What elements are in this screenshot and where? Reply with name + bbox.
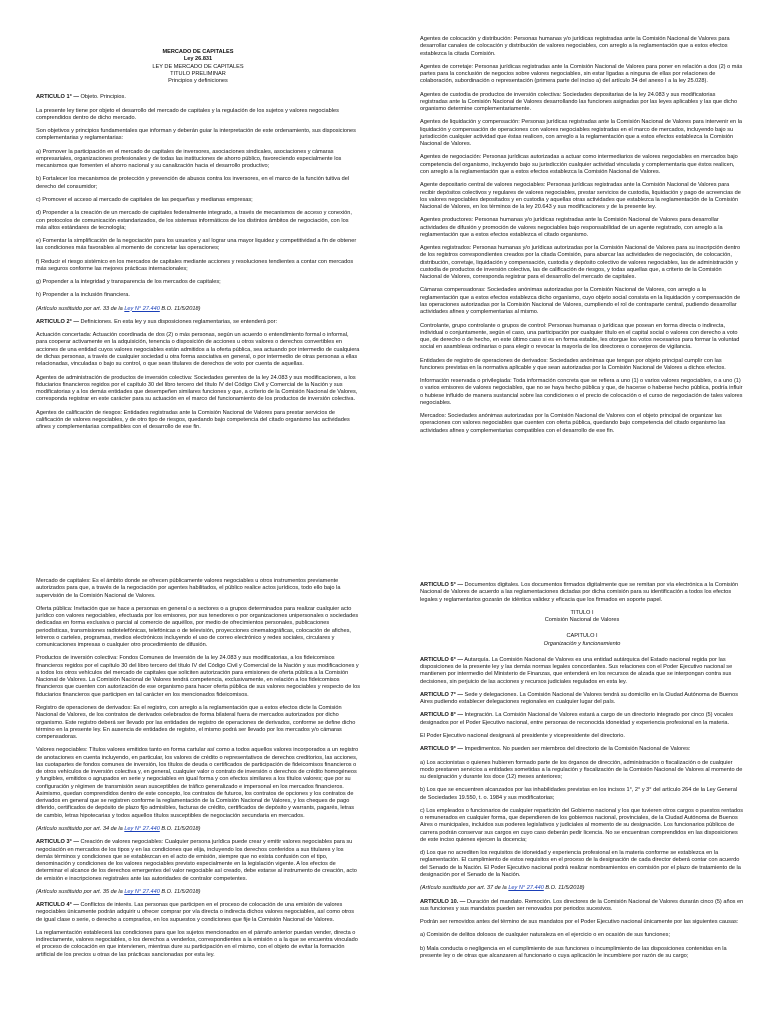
note-text: (Artículo sustituido por art. 37 de la [420, 885, 509, 892]
note-text: (Artículo sustituido por art. 35 de la [36, 888, 125, 895]
article-1-title: Objeto. Principios. [78, 94, 126, 101]
article-4 [36, 902, 360, 924]
amendment-note [36, 306, 360, 313]
clause-h: h) Propender a la inclusión financiera. [36, 292, 130, 299]
title-number: TITULO I [570, 609, 594, 616]
article-9 [420, 746, 744, 753]
clause-c: c) Los empleados o funcionarios de cualquier repartición del Gobierno nacional y los que tuvieren otros cargos o puestos rentados o remunerados en cualquier forma, que dependieren de los gobiernos nacional, provinciales, de la Ciudad Autónoma de Buenos Aires o municipales, incluidos sus poderes legislativos y judiciales al momento de su designación. Los funcionarios públicos de carrera podrán conservar sus cargos en cuyo caso deberán pedir licencia. No se encuentran comprendidos en las disposiciones de este inciso quienes ejercen la docencia; [420, 807, 744, 843]
clause-a: a) Promover la participación en el mercado de capitales de inversores, asociaciones sindicales, asociaciones y cámaras empresariales, organizaciones profesionales y de todas las instituciones de ahorro público, favoreciendo especialmente los mecanismos que fomenten el ahorro nacional y su canalización hacia el desarrollo productivo; [36, 148, 342, 170]
amendment-note [420, 885, 744, 892]
document-page-4 [384, 512, 768, 1024]
article-1-heading [36, 94, 360, 101]
title-preliminar: TITULO PRELIMINAR [170, 70, 226, 77]
note-text: (Artículo sustituido por art. 33 de la [36, 305, 125, 312]
note-text: B.O. 11/5/2018) [159, 305, 201, 312]
article-7 [420, 692, 744, 707]
amendment-note [36, 826, 360, 833]
definition: Agentes registrados: Personas humanas y/o jurídicas autorizadas por la Comisión Nacional de Valores para su inscripción dentro de los registros correspondientes creados por la citada Comisión, para abarcar las actividades de negociación, de colocación, distribución, corretaje, liquidación y compensación, custodia y depósito colectivo de valores negociables, las de administración y custodia de productos de inversión colectiva, las de calificación de riesgos, y todas aquellas que, a criterio de la Comisión Nacional de Valores, corresponda registrar para el desarrollo del mercado de capitales. [420, 245, 741, 281]
definition: Registro de operaciones de derivados: Es el registro, con arreglo a la reglamentación que a estos efectos dicte la Comisión Nacional de Valores, de los contratos de derivados celebrados de forma bilateral fuera de mercados autorizados por dicho organismo. Este registro deberá ser llevado por las entidades de registro de operaciones de derivados, conforme se define dicho término en la presente ley. En ausencia de entidades de registro, el mismo podrá ser llevado por los mercados y/o cámaras compensadoras. [36, 704, 356, 741]
law-link[interactable]: Ley N° 27.440 [124, 825, 160, 832]
principles-heading: Principios y definiciones [168, 78, 228, 85]
law-link[interactable]: Ley N° 27.440 [508, 885, 544, 892]
definition: Información reservada o privilegiada: Toda información concreta que se refiera a uno (1) o varios valores negociables, o a uno (1) o varios emisores de valores negociables, que no se haya hecho pública y que, de hacerse o haberse hecho pública, podría influir o hubiese influido de manera sustancial sobre las condiciones o el precio de colocación o el curso de negociación de tales valores negociables. [420, 378, 743, 406]
definition: Mercados: Sociedades anónimas autorizadas por la Comisión Nacional de Valores con el objeto principal de organizar las operaciones con valores negociables que cuenten con oferta pública, quedando bajo competencia del citado organismo las actividades afines y complementarias compatibles con el desarrollo de ese fin. [420, 413, 726, 434]
clause-a: a) Comisión de delitos dolosos de cualquier naturaleza en el ejercicio o en ocasión de sus funciones; [420, 932, 671, 939]
article-7-text: Sede y delegaciones. La Comisión Nacional de Valores tendrá su domicilio en la Ciudad Autónoma de Buenos Aires pudiendo establecer delegaciones regionales en cualquier lugar del país. [420, 691, 739, 706]
article-5-label: ARTICULO 5° — [420, 582, 463, 588]
clause-c: c) Promover el acceso al mercado de capitales de las pequeñas y medianas empresas; [36, 196, 253, 203]
article-10-label: ARTICULO 10. — [420, 898, 466, 905]
document-page-1 [0, 0, 384, 512]
definition: Valores negociables: Títulos valores emitidos tanto en forma cartular así como a todos aquellos valores incorporados a un registro de anotaciones en cuenta incluyendo, en particular, los valores de crédito o representativos de derechos creditorios, las acciones, las cuotapartes de fondos comunes de inversión, los títulos de deuda o certificados de participación de fideicomisos financieros o de otros vehículos de inversión colectiva y, en general, cualquier valor o contrato de inversión o derechos de crédito homogéneos y fungibles, emitidos o agrupados en serie y negociables en igual forma y con efectos similares a los títulos valores; que por su configuración y régimen de transmisión sean susceptibles de tráfico generalizado e impersonal en los mercados financieros. Asimismo, quedan comprendidos dentro de este concepto, los contratos de futuros, los contratos de opciones y los contratos de derivados en general que se registren conforme la reglamentación de la Comisión Nacional de Valores, y los cheques de pago diferido, certificados de depósito de plazo fijo admisibles, facturas de crédito, certificados de depósito y warrants, pagarés, letras de cambio, letras hipotecarias y todos aquellos títulos susceptibles de negociación secundaria en mercados. [36, 747, 359, 819]
paragraph: Podrán ser removidos antes del término de sus mandatos por el Poder Ejecutivo nacional únicamente por las siguientes causas: [420, 919, 739, 926]
page-4-body [420, 582, 744, 966]
clause-g: g) Propender a la integridad y transparencia de los mercados de capitales; [36, 279, 221, 286]
paragraph: Son objetivos y principios fundamentales que informan y deberán guiar la interpretación de este ordenamiento, sus disposiciones complementarias y reglamentarias: [36, 128, 356, 142]
title-1-heading [420, 610, 744, 625]
law-link[interactable]: Ley N° 27.440 [124, 305, 160, 312]
paragraph: La presente ley tiene por objeto el desarrollo del mercado de capitales y la regulación de los sujetos y valores negociables comprendidos dentro de dicho mercado. [36, 107, 339, 121]
article-4-text: Conflictos de interés. Las personas que participen en el proceso de colocación de una emisión de valores negociables únicamente podrán adquirir u ofrecer comprar por vía directa o indirecta dichos valores negociables, así como otros de igual clase o serie, o derecho a comprarlos, en los supuestos y condiciones que fije la Comisión Nacional de Valores. [36, 902, 355, 923]
definition: Oferta pública: Invitación que se hace a personas en general o a sectores o a grupos determinados para realizar cualquier acto jurídico con valores negociables, efectuada por los emisores, por sus tenedores o por organizaciones unipersonales o sociedades dedicadas en forma exclusiva o parcial al comercio de aquéllos, por medio de ofrecimientos personales, publicaciones periodísticas, transmisiones radiotelefónicas, telefónicas o de televisión, proyecciones cinematográficas, colocación de afiches, letreros o carteles, programas, medios electrónicos incluyendo el uso de correo electrónico y redes sociales, circulares y comunicaciones impresas o cualquier otro procedimiento de difusión. [36, 605, 359, 649]
clause-b: b) Mala conducta o negligencia en el cumplimiento de sus funciones o incumplimiento de las disposiciones contenidas en la presente ley o de otras que alcanzaren al funcionario o cuya aplicación le incumbiere por razón de su cargo; [420, 945, 727, 959]
clause-b: b) Fortalecer los mecanismos de protección y prevención de abusos contra los inversores, en el marco de la función tuitiva del derecho del consumidor; [36, 176, 350, 190]
document-page-3 [0, 512, 384, 1024]
paragraph: La reglamentación establecerá las condiciones para que los sujetos mencionados en el párrafo anterior puedan vender, directa o indirectamente, valores negociables, o los derechos a venderlos, correspondientes a la emisión o a la que se encuentra vinculado el proceso de colocación en que intervienen, mientras dure su participación en el mismo, con el objeto de evitar la formación artificial de los precios u otras de las prácticas sancionadas por esta ley. [36, 929, 358, 958]
article-6 [420, 657, 744, 686]
article-2-label: ARTICULO 2° — [36, 318, 79, 325]
article-9-label: ARTICULO 9° — [420, 746, 463, 753]
definition: Mercado de capitales: Es el ámbito donde se ofrecen públicamente valores negociables u otros instrumentos previamente autorizados para que, a través de la negociación por agentes habilitados, el público realice actos jurídicos, todo ello bajo la supervisión de la Comisión Nacional de Valores. [36, 578, 341, 599]
definition: Agentes productores: Personas humanas y/o jurídicas registradas ante la Comisión Nacional de Valores para desarrollar actividades de difusión y promoción de valores negociables bajo responsabilidad de un agente registrado, con arreglo a la reglamentación que a estos efectos establezca el citado organismo. [420, 217, 723, 238]
article-5-text: Documentos digitales. Los documentos firmados digitalmente que se remitan por vía electrónica a la Comisión Nacional de Valores de acuerdo a las reglamentaciones dictadas por dicha comisión para su identificación a todos los efectos legales y reglamentarios gozarán de idéntica validez y eficacia que los firmados en soporte papel. [420, 582, 739, 603]
clause-f: f) Reducir el riesgo sistémico en los mercados de capitales mediante acciones y resoluciones tendientes a contar con mercados más seguros conforme las mejores prácticas internacionales; [36, 258, 354, 272]
law-link[interactable]: Ley N° 27.440 [124, 888, 160, 895]
article-6-text: Autarquía. La Comisión Nacional de Valores es una entidad autárquica del Estado nacional regida por las disposiciones de la presente ley y las demás normas legales concordantes. Sus relaciones con el Poder Ejecutivo nacional se mantienen por intermedio del Ministerio de Finanzas, que entenderá en los recursos de alzada que se interpongan contra sus decisiones, sin perjuicio de las acciones y recursos judiciales regulados en esta ley. [420, 656, 733, 685]
definition: Agentes de colocación y distribución: Personas humanas y/o jurídicas registradas ante la Comisión Nacional de Valores para desarrollar canales de colocación y distribución de valores negociables, con arreglo a la reglamentación que a estos efectos establezca la citada Comisión. [420, 36, 730, 57]
document-page-2 [384, 0, 768, 512]
article-2-heading [36, 319, 360, 326]
definition: Cámaras compensadoras: Sociedades anónimas autorizadas por la Comisión Nacional de Valores, con arreglo a la reglamentación que a estos efectos establezca dicho organismo, cuyo objeto social consista en la liquidación y compensación de las operaciones autorizadas por la Comisión Nacional de Valores, cumpliendo el rol de contraparte central, pudiendo desarrollar actividades afines y complementarias al mismo. [420, 287, 741, 316]
article-6-label: ARTICULO 6° — [420, 656, 463, 663]
article-10-text: Duración del mandato. Remoción. Los directores de la Comisión Nacional de Valores durarán cinco (5) años en sus funciones y sus mandatos pueden ser renovados por periodos sucesivos. [420, 898, 744, 912]
page-2-body [420, 36, 744, 441]
page-1-body [36, 49, 360, 437]
clause-b: b) Los que se encuentren alcanzados por las inhabilidades previstas en los incisos 1°, 2° y 3° del artículo 264 de la Ley General de Sociedades 19.550, t. o. 1984 y sus modificatorias; [420, 787, 738, 801]
article-5 [420, 582, 744, 604]
page-3-body [36, 578, 360, 965]
chapter-1-heading [420, 633, 744, 648]
article-1-label: ARTICULO 1° — [36, 94, 79, 101]
clause-e: e) Fomentar la simplificación de la negociación para los usuarios y así lograr una mayor liquidez y competitividad a fin de obtener las condiciones más favorables al momento de concretar las operaciones; [36, 238, 357, 252]
chapter-name: Organización y funcionamiento [543, 640, 621, 647]
law-name: LEY DE MERCADO DE CAPITALES [152, 63, 244, 70]
chapter-number: CAPITULO I [566, 633, 598, 640]
article-4-label: ARTICULO 4° — [36, 902, 79, 909]
note-text: B.O. 11/5/2018) [159, 888, 201, 895]
definition: Controlante, grupo controlante o grupos de control: Personas humanas o jurídicas que posean en forma directa o indirecta, individual o conjuntamente, según el caso, una participación por cualquier título en el capital social o valores con derecho a voto que, de derecho o de hecho, en este último caso si es en forma estable, les otorgue los votos necesarios para formar la voluntad social en asambleas ordinarias o para elegir o revocar la mayoría de los directores o consejeros de vigilancia. [420, 322, 740, 351]
clause-d: d) Los que no acrediten los requisitos de idoneidad y experiencia profesional en la materia conforme se establezca en la reglamentación. El cumplimiento de estos requisitos en el proceso de la designación de cada director deberá contar con acuerdo del Senado de la Nación. El Poder Ejecutivo nacional podrá realizar nombramientos en comisión por el plazo de tratamiento de la designación por el Senado de la Nación. [420, 850, 741, 878]
note-text: B.O. 11/5/2018) [543, 885, 585, 892]
article-9-text: Impedimentos. No pueden ser miembros del directorio de la Comisión Nacional de Valores: [462, 746, 691, 753]
paragraph: El Poder Ejecutivo nacional designará al presidente y vicepresidente del directorio. [420, 732, 625, 739]
definition: Actuación concertada: Actuación coordinada de dos (2) o más personas, según un acuerdo o entendimiento formal o informal, para cooperar activamente en la adquisición, tenencia o disposición de acciones u otros valores o derechos convertibles en acciones de una entidad cuyos valores negociables están admitidos a la oferta pública, sea actuando por intermedio de cualquiera de dichas personas, a través de cualquier sociedad u otra forma asociativa en general, o por intermedio de otras personas a ellas relacionadas, vinculadas o bajo su control, o que sean titulares de derechos de voto por cuenta de aquellas. [36, 332, 360, 368]
article-3-text: Creación de valores negociables: Cualquier persona jurídica puede crear y emitir valores negociables para su negociación en mercados de los tipos y en las condiciones que elija, incluyendo los derechos conferidos a sus titulares y los demás términos y condiciones que se establezcan en el acto de emisión, siempre que no exista confusión con el tipo, denominación y condiciones de los valores negociables previsto especialmente en la legislación vigente. A los efectos de determinar el alcance de los derechos emergentes del valor negociable así creado, debe estarse al instrumento de creación, acto de emisión e inscripciones registrales ante las autoridades de contralor competentes. [36, 839, 357, 882]
definition: Agentes de negociación: Personas jurídicas autorizadas a actuar como intermediarios de valores negociables en mercados bajo competencia del organismo, incluyendo bajo su jurisdicción cualquier actividad vinculada y complementaria que éstos realicen, con arreglo a la reglamentación que a estos efectos establezca la Comisión Nacional de Valores. [420, 154, 738, 175]
definition: Agentes de corretaje: Personas jurídicas registradas ante la Comisión Nacional de Valores para poner en relación a dos (2) o más partes para la conclusión de negocios sobre valores negociables, sin estar ligadas a ninguna de ellas por relaciones de colaboración, subordinación o representación (primera parte del inciso a) del artículo 34 del anexo I a la ley 25.028). [420, 63, 743, 85]
article-3-label: ARTICULO 3° — [36, 839, 79, 846]
clause-d: d) Propender a la creación de un mercado de capitales federalmente integrado, a través de mecanismos de acceso y conexión, con protocolos de comunicación estandarizados, de los sistemas informáticos de los distintos ámbitos de negociación, con los más altos estándares de tecnología; [36, 210, 352, 231]
note-text: B.O. 11/5/2018) [159, 825, 201, 832]
article-8 [420, 712, 744, 727]
definition: Agentes de calificación de riesgos: Entidades registradas ante la Comisión Nacional de Valores para prestar servicios de calificación de valores negociables, y de otro tipo de riesgos, quedando bajo competencia del citado organismo las actividades afines y complementarias compatibles con el desarrollo de ese fin. [36, 409, 350, 431]
definition: Agentes de administración de productos de inversión colectiva: Sociedades gerentes de la ley 24.083 y sus modificaciones, a los fiduciarios financieros regidos por el capítulo 30 del libro tercero del título IV del Código Civil y Comercial de la Nación y sus modificatorias y a los demás entidades que desempeñen similares funciones y que, a criterio de la Comisión Nacional de Valores, corresponda registrar en este carácter para su actuación en el marco del funcionamiento de los productos de inversión colectiva. [36, 374, 358, 403]
law-number: Ley 26.831 [183, 56, 213, 63]
article-8-text: Integración. La Comisión Nacional de Valores estará a cargo de un directorio integrado por cinco (5) vocales designados por el Poder Ejecutivo nacional, entre personas de reconocida idoneidad y experiencia profesional en la materia. [420, 712, 734, 726]
definition: Entidades de registro de operaciones de derivados: Sociedades anónimas que tengan por objeto principal cumplir con las funciones previstas en la normativa aplicable y que sean autorizadas por la Comisión Nacional de Valores a dichos efectos. [420, 357, 726, 371]
article-10 [420, 899, 744, 914]
note-text: (Artículo sustituido por art. 34 de la [36, 825, 125, 832]
definition: Agentes de custodia de productos de inversión colectiva: Sociedades depositarias de la ley 24.083 y sus modificatorias registradas ante la Comisión Nacional de Valores desarrollando las funciones asignadas por las leyes aplicables y las que dicho organismo determine complementariamente. [420, 91, 738, 113]
amendment-note [36, 889, 360, 896]
definition: Agente depositario central de valores negociables: Personas jurídicas registradas ante la Comisión Nacional de Valores para recibir depósitos colectivos y regulares de valores negociables, prestar servicios de custodia, liquidación y pago de acreencias de los valores negociables depositados y en custodia y aquellas otras actividades que establezca la reglamentación de la Comisión Nacional de Valores, en los términos de la ley 20.643 y sus modificaciones y de la presente ley. [420, 182, 741, 211]
title-name: Comisión Nacional de Valores [544, 617, 620, 624]
article-7-label: ARTICULO 7° — [420, 691, 463, 698]
clause-a: a) Los accionistas o quienes hubieren formado parte de los órganos de dirección, administración o fiscalización o de cualquier modo prestaren servicios a entidades sometidas a la regulación y fiscalización de la Comisión Nacional de Valores al momento de su designación y durante los doce (12) meses anteriores; [420, 759, 743, 781]
article-3 [36, 839, 360, 883]
article-8-label: ARTICULO 8° — [420, 712, 463, 719]
definition: Agentes de liquidación y compensación: Personas jurídicas registradas ante la Comisión Nacional de Valores para intervenir en la liquidación y compensación de operaciones con valores negociables registradas en el marco de mercados, incluyendo bajo su jurisdicción cualquier actividad que éstas realicen, con arreglo a la reglamentación que a estos efectos establezca la Comisión Nacional de Valores. [420, 119, 743, 148]
definition: Productos de inversión colectiva: Fondos Comunes de Inversión de la ley 24.083 y sus modificatorias, a los fideicomisos financieros regidos por el capítulo 30 del libro tercero del título IV del Código Civil y Comercial de la Nación y sus modificaciones y a todos los otros vehículos del mercado de capitales que soliciten autorización para emisiones de oferta pública a la Comisión Nacional de Valores. La Comisión Nacional de Valores tendrá competencia, exclusivamente, en relación a los fideicomisos financieros que cuenten con autorización de ese organismo para hacer oferta pública de sus valores negociables y respecto de los fiduciarios financieros que participen en tal carácter en los mencionados fideicomisos. [36, 655, 361, 698]
document-header [36, 49, 360, 85]
document-title: MERCADO DE CAPITALES [162, 49, 234, 55]
article-2-title: Definiciones. En esta ley y sus disposiciones reglamentarias, se entenderá por: [78, 318, 278, 325]
